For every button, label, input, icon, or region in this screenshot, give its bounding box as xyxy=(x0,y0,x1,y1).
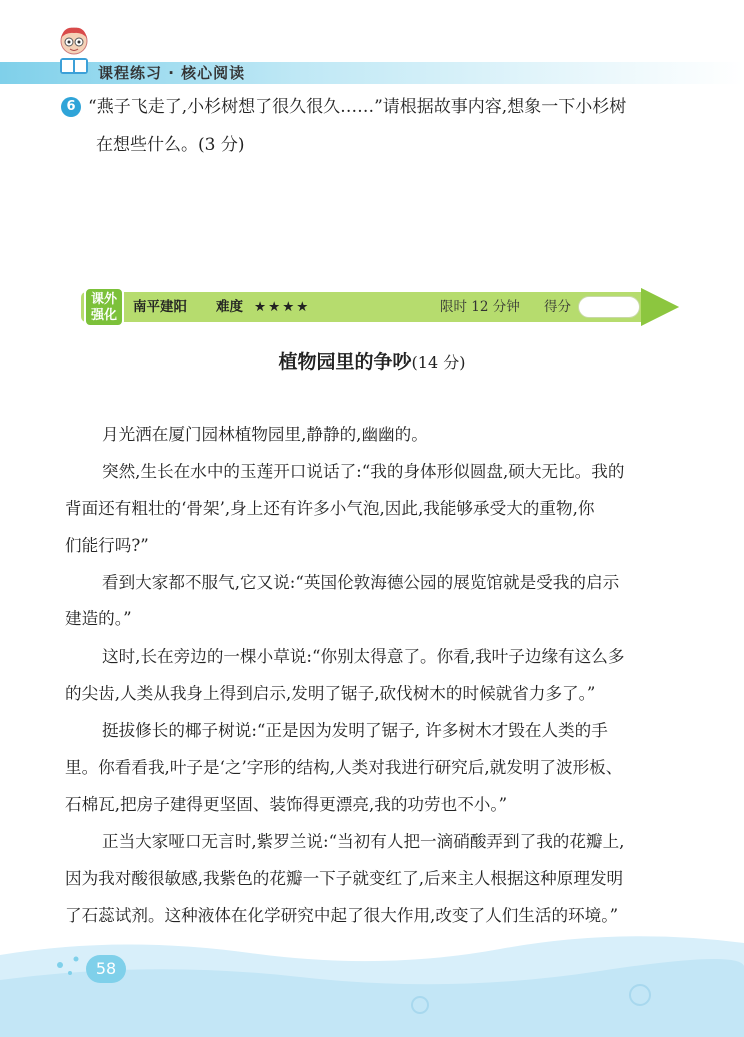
article-line: 突然,生长在水中的玉莲开口说话了:“我的身体形似圆盘,硕大无比。我的 xyxy=(102,462,625,481)
difficulty-stars: ★★★★ xyxy=(254,299,311,315)
question-number: 6 xyxy=(61,97,81,117)
article-line: 背面还有粗壮的‘骨架’,身上还有许多小气泡,因此,我能够承受大的重物,你 xyxy=(65,499,595,518)
article-line: 月光洒在厦门园林植物园里,静静的,幽幽的。 xyxy=(102,425,428,444)
article-line: 这时,长在旁边的一棵小草说:“你别太得意了。你看,我叶子边缘有这么多 xyxy=(102,647,625,666)
article-line: 的尖齿,人类从我身上得到启示,发明了锯子,砍伐树木的时候就省力多了。” xyxy=(65,684,596,703)
article-line: 了石蕊试剂。这种液体在化学研究中起了很大作用,改变了人们生活的环境。” xyxy=(65,906,619,925)
question-text-line2: 在想些什么。(3 分) xyxy=(96,135,245,155)
article-line: 看到大家都不服气,它又说:“英国伦敦海德公园的展览馆就是受我的启示 xyxy=(102,573,620,592)
time-limit: 限时 12 分钟 xyxy=(440,299,520,315)
score-label: 得分 xyxy=(544,299,571,315)
article-line: 因为我对酸很敏感,我紫色的花瓣一下子就变红了,后来主人根据这种原理发明 xyxy=(65,869,624,888)
badge-line2: 强化 xyxy=(90,308,117,323)
article-title xyxy=(0,348,744,377)
article-title-text: 植物园里的争吵 xyxy=(278,351,412,373)
article-points: (14 分) xyxy=(411,353,466,372)
question-text-line1: “燕子飞走了,小杉树想了很久很久……”请根据故事内容,想象一下小杉树 xyxy=(88,97,627,117)
score-field[interactable] xyxy=(578,296,640,318)
article-line: 里。你看看我,叶子是‘之’字形的结构,人类对我进行研究后,就发明了波形板、 xyxy=(65,758,623,777)
reading-child-mascot-icon xyxy=(52,24,96,80)
header-title: 课程练习 · 核心阅读 xyxy=(98,64,246,82)
difficulty-label: 难度 xyxy=(216,299,243,315)
article-line: 正当大家哑口无言时,紫罗兰说:“当初有人把一滴硝酸弄到了我的花瓣上, xyxy=(102,832,625,851)
page-number: 58 xyxy=(86,955,126,983)
article-line: 建造的。” xyxy=(65,609,132,628)
badge-line1: 课外 xyxy=(90,292,117,307)
article-line: 石棉瓦,把房子建得更坚固、装饰得更漂亮,我的功劳也不小。” xyxy=(65,795,508,814)
banner-source: 南平建阳 xyxy=(133,299,187,315)
extra-practice-badge xyxy=(84,287,124,327)
article-line: 们能行吗?” xyxy=(65,536,149,555)
article-line: 挺拔修长的椰子树说:“正是因为发明了锯子, 许多树木才毁在人类的手 xyxy=(102,721,608,740)
page-header xyxy=(0,0,744,90)
